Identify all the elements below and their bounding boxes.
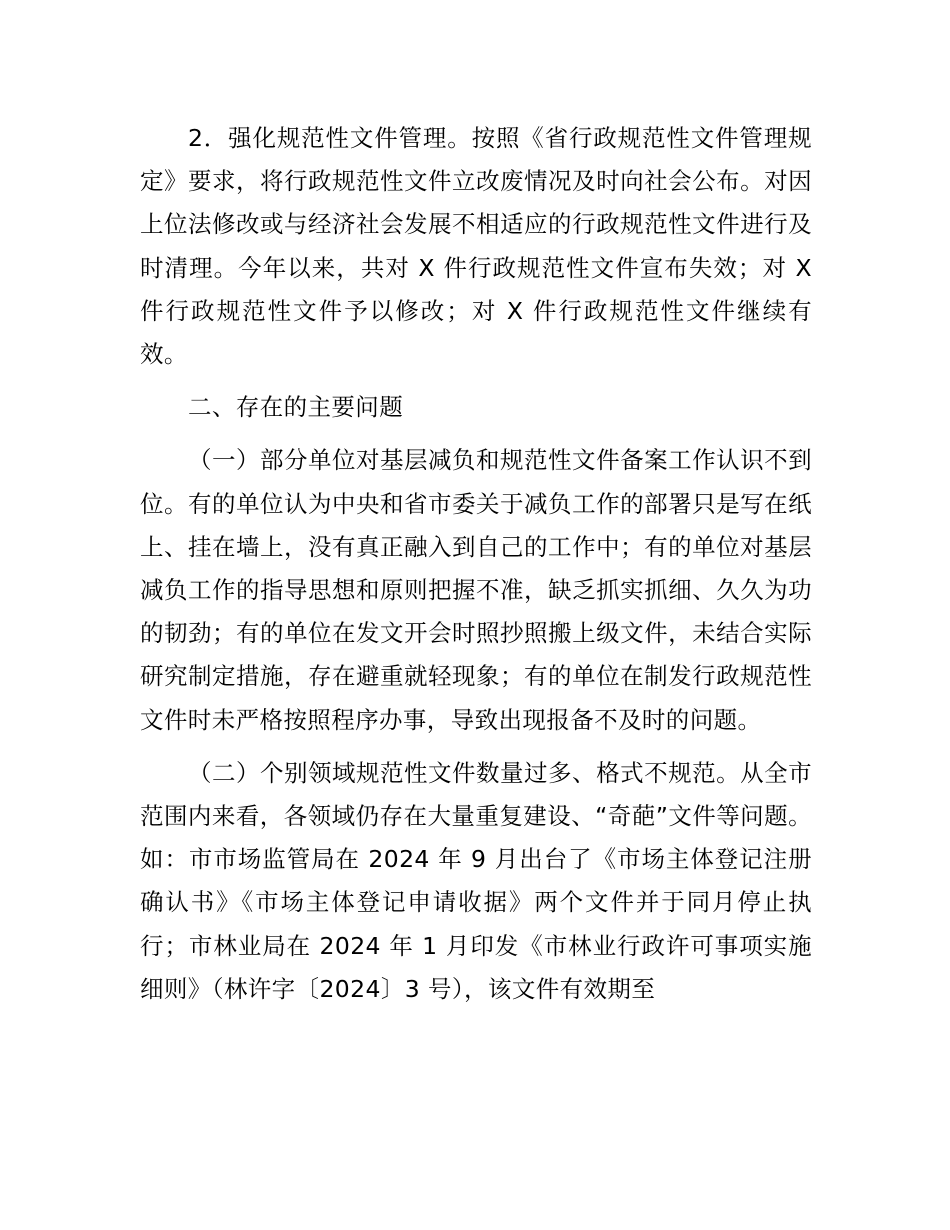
paragraph-issue-1: （一）部分单位对基层减负和规范性文件备案工作认识不到位。有的单位认为中央和省市委关于减负工作的部署只是写在纸上、挂在墙上，没有真正融入到自己的工作中；有的单位对基层减负工作的指导思想和原则把握不准，缺乏抓实抓细、久久为功的韧劲；有的单位在发文开会时照抄照搬上级文件，未结合实际研究制定措施，存在避重就轻现象；有的单位在制发行政规范性文件时未严格按照程序办事，导致出现报备不及时的问题。: [140, 446, 812, 734]
section-heading-main-problems: 二、存在的主要问题: [188, 393, 404, 422]
paragraph-strengthen-management: 2．强化规范性文件管理。按照《省行政规范性文件管理规定》要求，将行政规范性文件立改废情况及时向社会公布。对因上位法修改或与经济社会发展不相适应的行政规范性文件进行及时清理。今年以来，共对 X 件行政规范性文件宣布失效；对 X 件行政规范性文件予以修改；对 X 件行政规范性文件继续有效。: [140, 124, 812, 369]
document-body: [140, 117, 812, 1011]
paragraph-issue-2: （二）个别领域规范性文件数量过多、格式不规范。从全市范围内来看，各领域仍存在大量重复建设、“奇葩”文件等问题。如：市市场监管局在 2024 年 9 月出台了《市场主体登记注册确认书》《市场主体登记申请收据》两个文件并于同月停止执行；市林业局在 2024 年 1 月印发《市林业行政许可事项实施细则》（林许字〔2024〕3 号），该文件有效期至: [140, 758, 812, 1003]
